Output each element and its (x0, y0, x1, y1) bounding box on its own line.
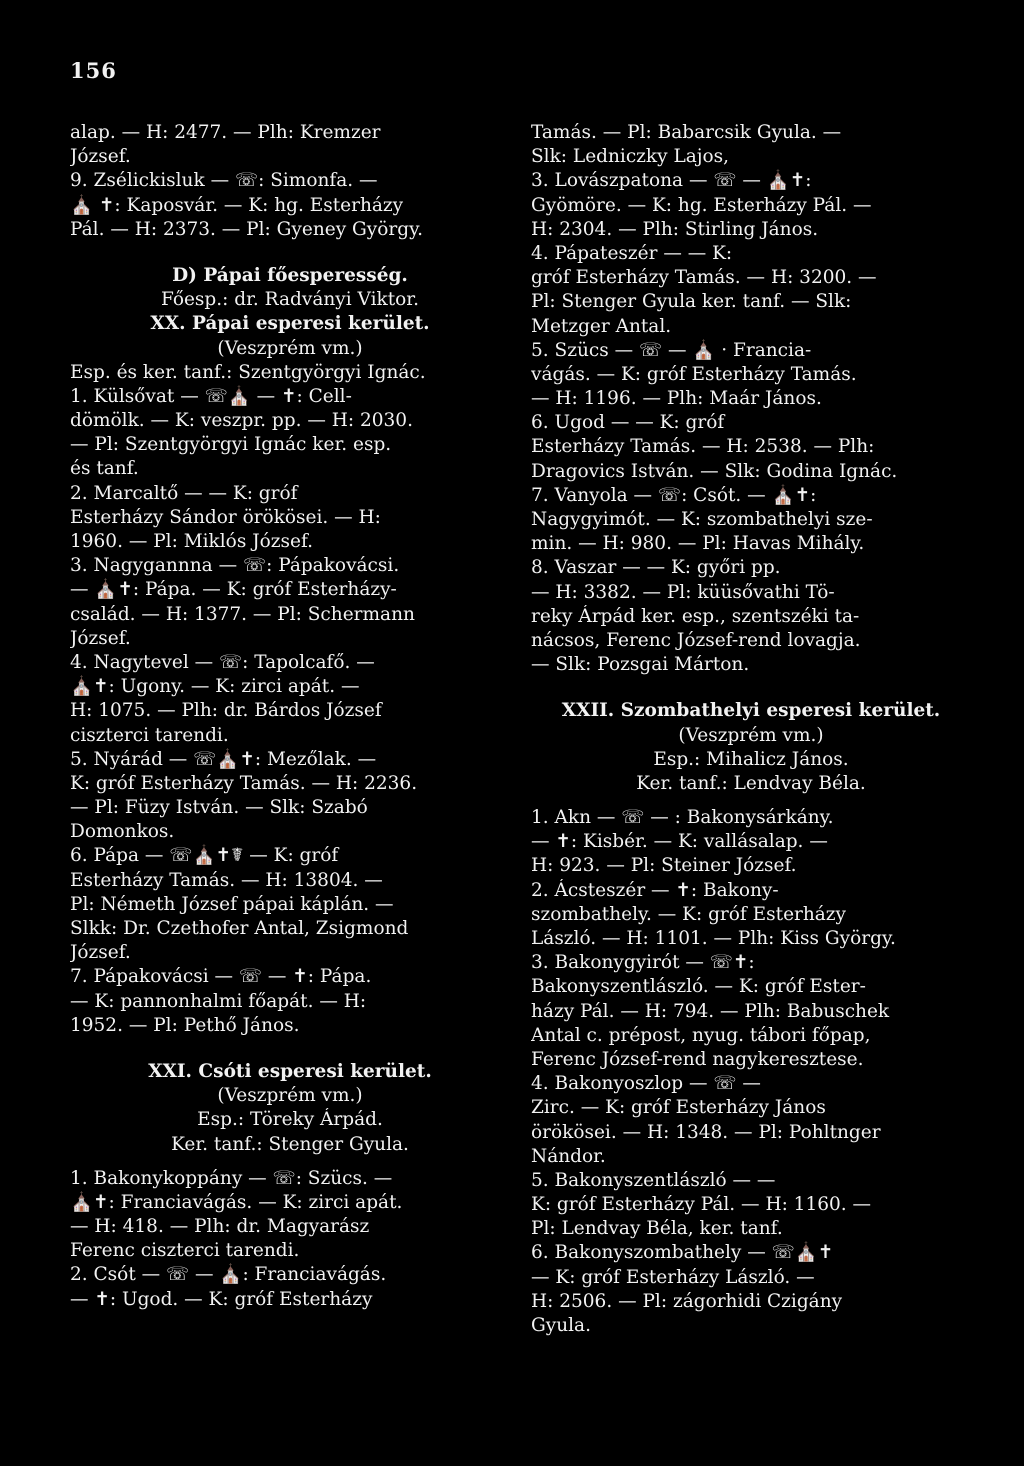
text-line: Pl: Németh József pápai káplán. — (70, 893, 394, 915)
text-line: dömölk. — K: veszpr. pp. — H: 2030. (70, 410, 413, 432)
text-line: Esterházy Sándor örökösei. — H: (70, 506, 381, 528)
text-line: ⛪✝: Ugony. — K: zirci apát. — (70, 676, 360, 698)
text-line: Nándor. (531, 1145, 606, 1167)
text-line: vágás. — K: gróf Esterházy Tamás. (531, 363, 857, 385)
text-line: — H: 1196. — Plh: Maár János. (531, 388, 822, 410)
page-number: 156 (70, 58, 117, 83)
text-line: Domonkos. (70, 821, 175, 843)
text-line: örökösei. — H: 1348. — Pl: Pohltnger (531, 1121, 881, 1143)
text-line: 2. Csót — ☏ — ⛪: Franciavágás. (70, 1264, 387, 1286)
text-line: és tanf. (70, 458, 139, 480)
text-line: H: 2506. — Pl: zágorhidi Czigány (531, 1290, 843, 1312)
text-line: nácsos, Ferenc József-rend lovagja. (531, 629, 861, 651)
text-line: — ✝: Ugod. — K: gróf Esterházy (70, 1288, 373, 1310)
text-line: min. — H: 980. — Pl: Havas Mihály. (531, 533, 865, 555)
text-line: 1. Bakonykoppány — ☏: Szücs. — (70, 1167, 393, 1189)
text-line: József. (70, 146, 131, 168)
text-line: — Pl: Szentgyörgyi Ignác ker. esp. (70, 434, 392, 456)
text-line: Slk: Ledniczky Lajos, (531, 146, 730, 168)
text-line: Esp. és ker. tanf.: Szentgyörgyi Ignác. (70, 361, 426, 383)
text-line: Főesp.: dr. Radványi Viktor. (161, 289, 419, 311)
text-line: 1960. — Pl: Miklós József. (70, 531, 314, 552)
text-line: Metzger Antal. (531, 315, 672, 337)
text-line: Esp.: Mihalicz János. (653, 748, 849, 770)
section-heading: XXII. Szombathelyi esperesi kerület. (561, 700, 941, 722)
text-line: H: 1075. — Plh: dr. Bárdos József (70, 700, 382, 722)
text-line: 3. Nagygannna — ☏: Pápakovácsi. (70, 555, 400, 577)
text-line: Esterházy Tamás. — H: 13804. — (70, 869, 383, 891)
text-line: Pl: Lendvay Béla, ker. tanf. (531, 1218, 783, 1240)
text-line: házy Pál. — H: 794. — Plh: Babuschek (531, 1000, 890, 1022)
section-heading: XX. Pápai esperesi kerület. (150, 313, 430, 335)
text-line: Gyula. (531, 1315, 591, 1336)
text-line: 3. Bakonygyirót — ☏✝: (531, 952, 755, 974)
text-line: Zirc. — K: gróf Esterházy János (531, 1097, 826, 1119)
text-line: ciszterci tarendi. (70, 724, 229, 746)
text-line: 6. Bakonyszombathely — ☏⛪✝ (531, 1242, 834, 1264)
text-line: 4. Pápateszér — — K: (531, 242, 733, 264)
text-line: 1. Akn — ☏ — : Bakonysárkány. (531, 807, 834, 829)
text-line: 2. Marcaltő — — K: gróf (70, 482, 298, 504)
text-line: 5. Szücs — ☏ — ⛪ · Francia- (531, 339, 812, 361)
text-line: gróf Esterházy Tamás. — H: 3200. — (531, 267, 877, 289)
text-line: — ⛪✝: Pápa. — K: gróf Esterházy- (70, 579, 397, 601)
text-line: 5. Bakonyszentlászló — — (531, 1169, 776, 1191)
text-line: szombathely. — K: gróf Esterházy (531, 903, 846, 925)
section-heading: D) Pápai főesperesség. (172, 264, 408, 286)
text-line: Slkk: Dr. Czethofer Antal, Zsigmond (70, 918, 409, 939)
text-line: (Veszprém vm.) (217, 1085, 363, 1107)
text-line: 7. Pápakovácsi — ☏ — ✝: Pápa. (70, 966, 372, 988)
text-line: Gyömöre. — K: hg. Esterházy Pál. — (531, 194, 872, 216)
text-line: József. (70, 627, 131, 649)
text-line: Ferenc ciszterci tarendi. (70, 1240, 300, 1262)
text-line: K: gróf Esterházy Pál. — H: 1160. — (531, 1194, 872, 1216)
text-line: József. (70, 942, 131, 964)
text-line: 9. Zsélickisluk — ☏: Simonfa. — (70, 170, 378, 192)
text-line: Ferenc József-rend nagykeresztese. (531, 1048, 864, 1070)
text-line: ⛪ ✝: Kaposvár. — K: hg. Esterházy (70, 194, 404, 216)
text-line: (Veszprém vm.) (217, 337, 363, 359)
text-line: — K: pannonhalmi főapát. — H: (70, 990, 367, 1012)
text-line: Dragovics István. — Slk: Godina Ignác. (531, 460, 898, 482)
text-line: — K: gróf Esterházy László. — (531, 1266, 815, 1288)
text-line: — Slk: Pozsgai Márton. (531, 654, 750, 676)
text-line: 7. Vanyola — ☏: Csót. — ⛪✝: (531, 484, 817, 506)
left-column (70, 121, 510, 1312)
text-line: — H: 418. — Plh: dr. Magyarász (70, 1216, 370, 1238)
text-line: 8. Vaszar — — K: győri pp. (531, 557, 781, 579)
text-line: 4. Nagytevel — ☏: Tapolcafő. — (70, 651, 375, 673)
text-line: László. — H: 1101. — Plh: Kiss György. (531, 928, 896, 949)
text-line: 3. Lovászpatona — ☏ — ⛪✝: (531, 170, 812, 192)
text-line: 6. Ugod — — K: gróf (531, 412, 725, 434)
text-line: Esterházy Tamás. — H: 2538. — Plh: (531, 436, 875, 458)
text-line: Ker. tanf.: Stenger Gyula. (171, 1133, 409, 1155)
text-line: 1. Külsővat — ☏⛪ — ✝: Cell- (70, 385, 352, 407)
text-line: — ✝: Kisbér. — K: vallásalap. — (531, 831, 828, 853)
text-line: H: 2304. — Plh: Stirling János. (531, 218, 819, 240)
text-line: 4. Bakonyoszlop — ☏ — (531, 1073, 761, 1095)
text-line: ⛪✝: Franciavágás. — K: zirci apát. (70, 1191, 403, 1213)
text-line: Nagygyimót. — K: szombathelyi sze- (531, 509, 873, 530)
text-line: 5. Nyárád — ☏⛪✝: Mezőlak. — (70, 748, 377, 770)
text-line: K: gróf Esterházy Tamás. — H: 2236. (70, 772, 418, 794)
text-line: Antal c. prépost, nyug. tábori főpap, (531, 1024, 871, 1046)
text-line: reky Árpád ker. esp., szentszéki ta- (531, 605, 860, 627)
text-line: (Veszprém vm.) (678, 724, 824, 746)
text-line: 2. Ácsteszér — ✝: Bakony- (531, 879, 779, 901)
text-line: alap. — H: 2477. — Plh: Kremzer (70, 122, 381, 143)
text-line: 1952. — Pl: Pethő János. (70, 1014, 300, 1036)
text-line: Tamás. — Pl: Babarcsik Gyula. — (531, 122, 842, 143)
right-column (531, 121, 971, 1338)
text-line: Pál. — H: 2373. — Pl: Gyeney György. (70, 218, 423, 240)
text-line: 6. Pápa — ☏⛪✝☤ — K: gróf (70, 845, 339, 867)
text-line: Bakonyszentlászló. — K: gróf Ester- (531, 976, 866, 998)
text-line: — H: 3382. — Pl: küüsővathi Tö- (531, 581, 835, 603)
text-line: Ker. tanf.: Lendvay Béla. (636, 772, 866, 794)
text-line: H: 923. — Pl: Steiner József. (531, 855, 797, 877)
text-line: család. — H: 1377. — Pl: Schermann (70, 603, 415, 625)
text-line: Esp.: Töreky Árpád. (197, 1109, 383, 1131)
text-line: — Pl: Füzy István. — Slk: Szabó (70, 797, 368, 819)
text-line: Pl: Stenger Gyula ker. tanf. — Slk: (531, 291, 852, 313)
section-heading: XXI. Csóti esperesi kerület. (148, 1060, 432, 1082)
